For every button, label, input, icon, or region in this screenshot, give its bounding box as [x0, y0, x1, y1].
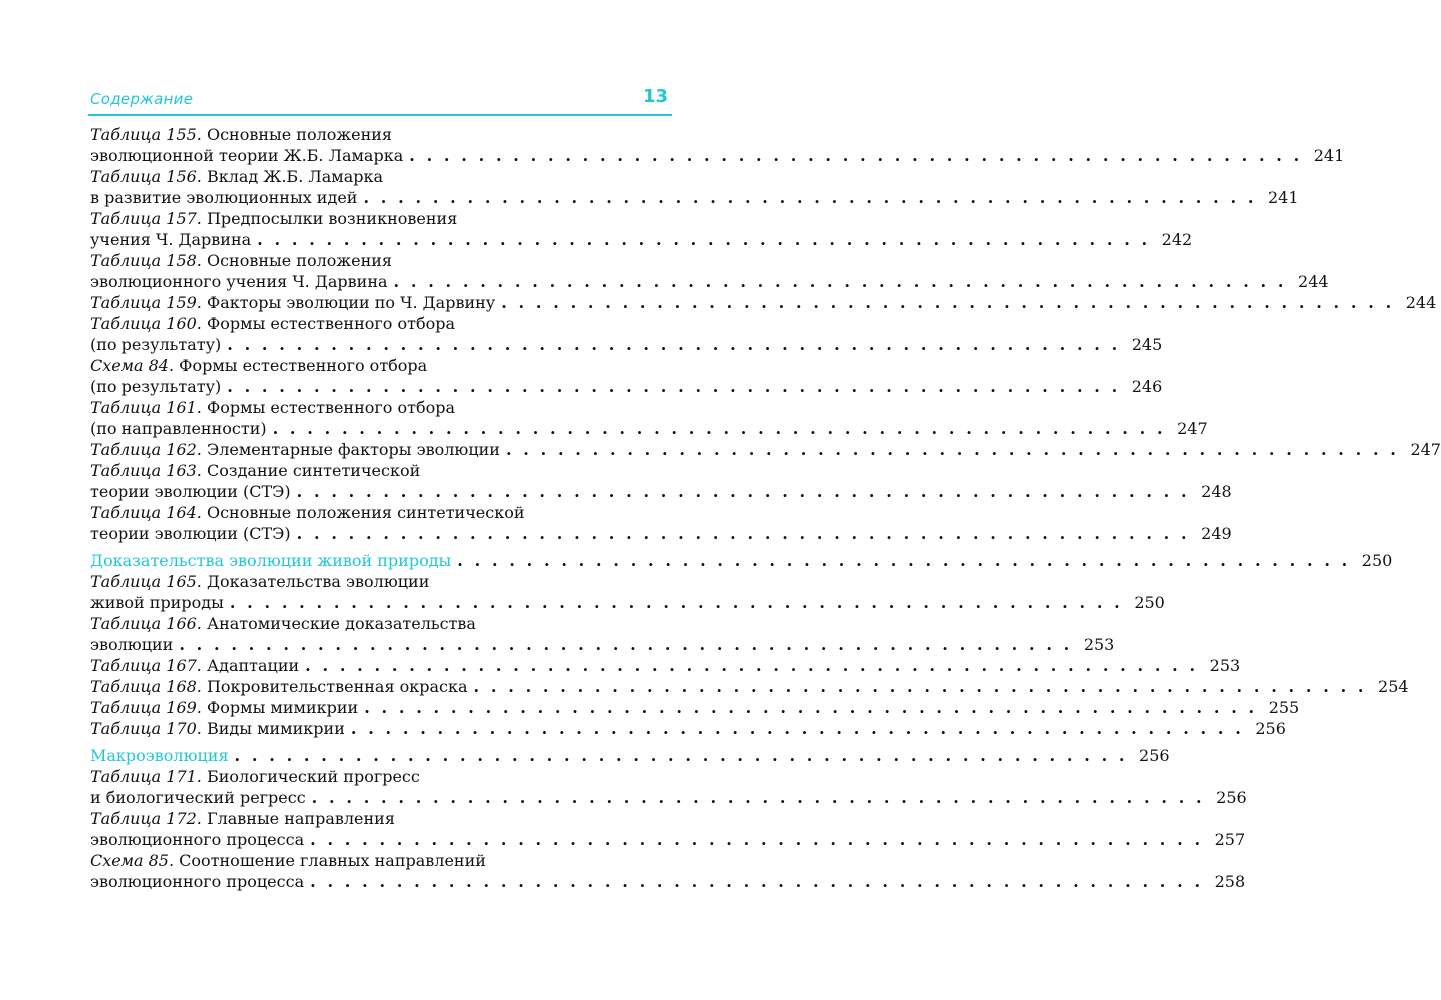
entry-title: Соотношение главных направлений: [179, 851, 486, 870]
toc-line: [90, 718, 1286, 739]
running-title: Содержание: [90, 90, 194, 108]
toc-line: [90, 460, 666, 481]
toc-line: [90, 355, 666, 376]
page-ref: 246: [1131, 377, 1163, 396]
toc-entry[interactable]: [90, 250, 1329, 292]
toc-entry[interactable]: [90, 208, 1193, 250]
entry-title: Адаптации: [206, 656, 300, 675]
entry-title-continued: эволюции: [90, 635, 174, 654]
dot-leader: . . . . . . . . . . . . . . . . . . . . . . . . . . . . . . . . . . . . . . . . . . . . . . . . . . . .: [409, 146, 1303, 165]
table-of-contents: [90, 124, 1441, 892]
entry-title-continued: (по результату): [90, 335, 222, 354]
entry-title: Вклад Ж.Б. Ламарка: [206, 167, 384, 186]
dot-leader: . . . . . . . . . . . . . . . . . . . . . . . . . . . . . . . . . . . . . . . . . . . . . . . . . . . .: [393, 272, 1287, 291]
page-ref: 256: [1139, 746, 1170, 765]
entry-title-continued: эволюционной теории Ж.Б. Ламарка: [90, 146, 404, 165]
toc-text: Схема 84. Формы естественного отбора: [90, 356, 428, 375]
entry-title-continued: эволюционного учения Ч. Дарвина: [90, 272, 388, 291]
toc-text: Таблица 159. Факторы эволюции по Ч. Дарвину: [90, 293, 496, 312]
page-ref: 244: [1298, 272, 1329, 291]
toc-text: Таблица 160. Формы естественного отбора: [90, 314, 456, 333]
toc-entry[interactable]: [90, 292, 1437, 313]
entry-label: Таблица 164: [90, 503, 197, 522]
entry-title-continued: (по направленности): [90, 419, 267, 438]
entry-title: Формы мимикрии: [206, 698, 359, 717]
header-divider: [88, 114, 672, 116]
toc-entry[interactable]: [90, 718, 1286, 739]
toc-entry[interactable]: [90, 460, 1232, 502]
dot-leader: . . . . . . . . . . . . . . . . . . . . . . . . . . . . . . . . . . . . . . . . . . . . . . . . . . . .: [457, 551, 1351, 570]
toc-entry[interactable]: [90, 166, 1299, 208]
toc-line: [90, 397, 666, 418]
page-ref: 256: [1255, 719, 1286, 738]
entry-title: Анатомические доказательства: [206, 614, 476, 633]
page-ref: 248: [1201, 482, 1232, 501]
entry-label: Таблица 170: [90, 719, 197, 738]
toc-text: Схема 85. Соотношение главных направлений: [90, 851, 486, 870]
entry-label: Таблица 160: [90, 314, 197, 333]
toc-entry[interactable]: [90, 766, 1247, 808]
toc-text: Таблица 168. Покровительственная окраска: [90, 677, 468, 696]
dot-leader: . . . . . . . . . . . . . . . . . . . . . . . . . . . . . . . . . . . . . . . . . . . . . . . . . . . .: [310, 872, 1204, 891]
toc-entry[interactable]: [90, 124, 1345, 166]
toc-line: [90, 124, 666, 145]
toc-line: [90, 208, 666, 229]
toc-text: Таблица 158. Основные положения: [90, 251, 393, 270]
dot-leader: . . . . . . . . . . . . . . . . . . . . . . . . . . . . . . . . . . . . . . . . . . . . . . . . . . . .: [227, 335, 1121, 354]
entry-title: Элементарные факторы эволюции: [206, 440, 500, 459]
toc-text: Таблица 163. Создание синтетической: [90, 461, 421, 480]
toc-line: [90, 850, 666, 871]
toc-text: Таблица 170. Виды мимикрии: [90, 719, 345, 738]
toc-line: [90, 166, 666, 187]
toc-entry[interactable]: [90, 502, 1232, 544]
page-ref: 241: [1313, 146, 1345, 165]
dot-leader: . . . . . . . . . . . . . . . . . . . . . . . . . . . . . . . . . . . . . . . . . . . . . . . . . . . .: [296, 482, 1190, 501]
toc-line: [90, 523, 1232, 544]
page-ref: 249: [1201, 524, 1232, 543]
toc-line: [90, 766, 666, 787]
toc-text: Таблица 155. Основные положения: [90, 125, 393, 144]
toc-text: Таблица 166. Анатомические доказательства: [90, 614, 476, 633]
toc-text: Таблица 162. Элементарные факторы эволюции: [90, 440, 500, 459]
toc-text: Таблица 157. Предпосылки возникновения: [90, 209, 458, 228]
entry-title-continued: живой природы: [90, 593, 224, 612]
toc-entry[interactable]: [90, 355, 1163, 397]
toc-line: [90, 655, 1241, 676]
toc-line: [90, 439, 1441, 460]
toc-line: [90, 376, 1163, 397]
entry-title: Предпосылки возникновения: [206, 209, 458, 228]
toc-line: [90, 871, 1246, 892]
toc-text: Таблица 171. Биологический прогресс: [90, 767, 420, 786]
page-ref: 254: [1378, 677, 1409, 696]
toc-entry[interactable]: [90, 571, 1165, 613]
toc-line: [90, 271, 1329, 292]
dot-leader: . . . . . . . . . . . . . . . . . . . . . . . . . . . . . . . . . . . . . . . . . . . . . . . . . . . .: [473, 677, 1367, 696]
dot-leader: . . . . . . . . . . . . . . . . . . . . . . . . . . . . . . . . . . . . . . . . . . . . . . . . . . . .: [234, 746, 1128, 765]
dot-leader: . . . . . . . . . . . . . . . . . . . . . . . . . . . . . . . . . . . . . . . . . . . . . . . . . . . .: [257, 230, 1151, 249]
entry-label: Таблица 165: [90, 572, 197, 591]
entry-title: Основные положения: [206, 251, 393, 270]
toc-text: Таблица 169. Формы мимикрии: [90, 698, 359, 717]
page-ref: 241: [1267, 188, 1299, 207]
entry-label: Таблица 162: [90, 440, 197, 459]
entry-label: Схема 84: [90, 356, 169, 375]
dot-leader: . . . . . . . . . . . . . . . . . . . . . . . . . . . . . . . . . . . . . . . . . . . . . . . . . . . .: [179, 635, 1073, 654]
dot-leader: . . . . . . . . . . . . . . . . . . . . . . . . . . . . . . . . . . . . . . . . . . . . . . . . . . . .: [311, 788, 1205, 807]
toc-line: [90, 634, 1115, 655]
toc-line: [90, 592, 1165, 613]
entry-title-continued: эволюционного процесса: [90, 872, 305, 891]
toc-line: [90, 697, 1300, 718]
toc-entry[interactable]: [90, 808, 1246, 850]
dot-leader: . . . . . . . . . . . . . . . . . . . . . . . . . . . . . . . . . . . . . . . . . . . . . . . . . . . .: [501, 293, 1395, 312]
entry-title-continued: теории эволюции (СТЭ): [90, 524, 291, 543]
entry-label: Таблица 155: [90, 125, 197, 144]
entry-label: Таблица 156: [90, 167, 197, 186]
toc-entry[interactable]: [90, 655, 1241, 676]
entry-title: Доказательства эволюции: [206, 572, 430, 591]
toc-entry[interactable]: [90, 439, 1441, 460]
dot-leader: . . . . . . . . . . . . . . . . . . . . . . . . . . . . . . . . . . . . . . . . . . . . . . . . . . . .: [505, 440, 1399, 459]
toc-section[interactable]: [90, 745, 1170, 766]
toc-text: Таблица 156. Вклад Ж.Б. Ламарка: [90, 167, 384, 186]
section-title: Доказательства эволюции живой природы: [90, 551, 452, 570]
entry-title: Основные положения: [206, 125, 393, 144]
entry-title: Главные направления: [206, 809, 395, 828]
dot-leader: . . . . . . . . . . . . . . . . . . . . . . . . . . . . . . . . . . . . . . . . . . . . . . . . . . . .: [310, 830, 1204, 849]
page-ref: 245: [1131, 335, 1163, 354]
entry-title-continued: и биологический регресс: [90, 788, 306, 807]
section-title: Макроэволюция: [90, 746, 229, 765]
entry-title-continued: (по результату): [90, 377, 222, 396]
toc-line: [90, 292, 1437, 313]
entry-title-continued: в развитие эволюционных идей: [90, 188, 358, 207]
entry-title: Формы естественного отбора: [206, 314, 456, 333]
entry-label: Таблица 163: [90, 461, 197, 480]
entry-label: Таблица 171: [90, 767, 197, 786]
dot-leader: . . . . . . . . . . . . . . . . . . . . . . . . . . . . . . . . . . . . . . . . . . . . . . . . . . . .: [296, 524, 1190, 543]
entry-title: Формы естественного отбора: [206, 398, 456, 417]
page-ref: 247: [1410, 440, 1441, 459]
dot-leader: . . . . . . . . . . . . . . . . . . . . . . . . . . . . . . . . . . . . . . . . . . . . . . . . . . . .: [363, 188, 1257, 207]
page-number: 13: [642, 86, 668, 107]
entry-title-continued: эволюционного процесса: [90, 830, 305, 849]
dot-leader: . . . . . . . . . . . . . . . . . . . . . . . . . . . . . . . . . . . . . . . . . . . . . . . . . . . .: [364, 698, 1258, 717]
entry-label: Таблица 161: [90, 398, 197, 417]
toc-line: [90, 502, 666, 523]
entry-title: Биологический прогресс: [206, 767, 420, 786]
toc-entry[interactable]: [90, 313, 1163, 355]
entry-label: Таблица 172: [90, 809, 197, 828]
entry-title: Формы естественного отбора: [179, 356, 428, 375]
toc-line: [90, 745, 1170, 766]
toc-line: [90, 187, 1299, 208]
page-ref: 242: [1161, 230, 1193, 249]
page-ref: 253: [1209, 656, 1241, 675]
page-ref: 255: [1268, 698, 1300, 717]
page-ref: 256: [1216, 788, 1247, 807]
toc-entry[interactable]: [90, 697, 1300, 718]
toc-text: Таблица 161. Формы естественного отбора: [90, 398, 456, 417]
entry-title: Факторы эволюции по Ч. Дарвину: [206, 293, 496, 312]
page-ref: 253: [1083, 635, 1115, 654]
entry-title: Покровительственная окраска: [206, 677, 468, 696]
page-ref: 258: [1214, 872, 1246, 891]
toc-entry[interactable]: [90, 850, 1246, 892]
entry-title-continued: теории эволюции (СТЭ): [90, 482, 291, 501]
entry-label: Таблица 169: [90, 698, 197, 717]
entry-label: Таблица 166: [90, 614, 197, 633]
entry-title: Создание синтетической: [206, 461, 421, 480]
toc-line: [90, 313, 666, 334]
toc-section[interactable]: [90, 550, 1393, 571]
toc-line: [90, 481, 1232, 502]
toc-text: Таблица 167. Адаптации: [90, 656, 300, 675]
page-header: [88, 84, 672, 114]
toc-line: [90, 250, 666, 271]
toc-line: [90, 787, 1247, 808]
entry-label: Таблица 157: [90, 209, 197, 228]
dot-leader: . . . . . . . . . . . . . . . . . . . . . . . . . . . . . . . . . . . . . . . . . . . . . . . . . . . .: [350, 719, 1244, 738]
entry-label: Таблица 168: [90, 677, 197, 696]
toc-line: [90, 676, 1409, 697]
toc-line: [90, 334, 1163, 355]
toc-line: [90, 613, 666, 634]
toc-entry[interactable]: [90, 676, 1409, 697]
toc-line: [90, 418, 1208, 439]
entry-label: Схема 85: [90, 851, 169, 870]
toc-line: [90, 550, 1393, 571]
dot-leader: . . . . . . . . . . . . . . . . . . . . . . . . . . . . . . . . . . . . . . . . . . . . . . . . . . . .: [272, 419, 1166, 438]
toc-entry[interactable]: [90, 397, 1208, 439]
page-ref: 244: [1405, 293, 1437, 312]
toc-text: Таблица 164. Основные положения синтетической: [90, 503, 525, 522]
dot-leader: . . . . . . . . . . . . . . . . . . . . . . . . . . . . . . . . . . . . . . . . . . . . . . . . . . . .: [229, 593, 1123, 612]
toc-line: [90, 571, 666, 592]
entry-title-continued: учения Ч. Дарвина: [90, 230, 252, 249]
page-ref: 257: [1214, 830, 1246, 849]
page-ref: 250: [1361, 551, 1393, 570]
toc-line: [90, 808, 666, 829]
toc-text: Таблица 165. Доказательства эволюции: [90, 572, 430, 591]
toc-line: [90, 145, 1345, 166]
entry-label: Таблица 158: [90, 251, 197, 270]
toc-line: [90, 229, 1193, 250]
entry-label: Таблица 159: [90, 293, 197, 312]
dot-leader: . . . . . . . . . . . . . . . . . . . . . . . . . . . . . . . . . . . . . . . . . . . . . . . . . . . .: [227, 377, 1121, 396]
entry-label: Таблица 167: [90, 656, 197, 675]
dot-leader: . . . . . . . . . . . . . . . . . . . . . . . . . . . . . . . . . . . . . . . . . . . . . . . . . . . .: [305, 656, 1199, 675]
entry-title: Виды мимикрии: [206, 719, 345, 738]
toc-text: Таблица 172. Главные направления: [90, 809, 395, 828]
toc-entry[interactable]: [90, 613, 1115, 655]
page-ref: 250: [1134, 593, 1165, 612]
page-ref: 247: [1177, 419, 1208, 438]
entry-title: Основные положения синтетической: [206, 503, 525, 522]
toc-line: [90, 829, 1246, 850]
